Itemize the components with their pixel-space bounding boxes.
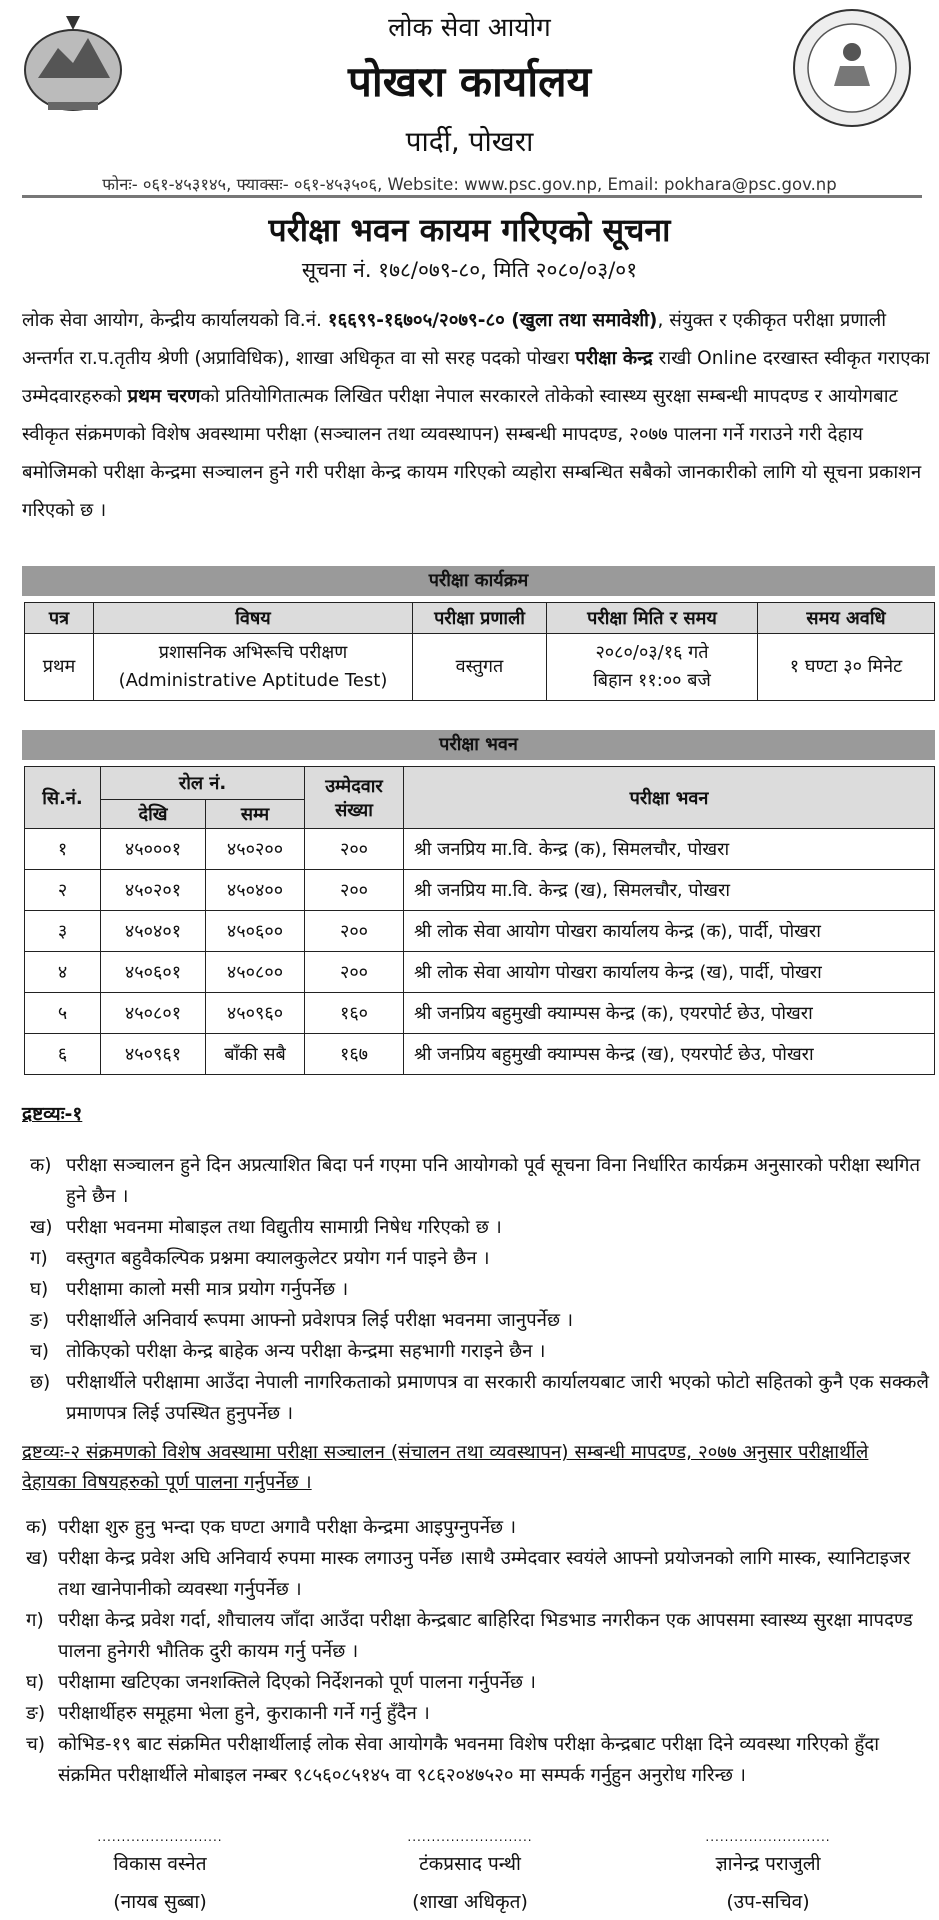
notes1-list xyxy=(22,1150,930,1429)
list-text: परीक्षामा कालो मसी मात्र प्रयोग गर्नुपर्नेछ । xyxy=(66,1279,349,1300)
table-row xyxy=(25,870,935,911)
signature-3: .......................... ज्ञानेन्द्र पराजुली (उप-सचिव) xyxy=(705,1830,831,1913)
list-marker: ग) xyxy=(26,1610,44,1631)
roll-from-cell: ४५०९६१ xyxy=(101,1034,206,1075)
col-datetime: परीक्षा मिति र समय xyxy=(547,603,758,634)
list-text: परीक्षार्थीले परीक्षामा आउँदा नेपाली नागरिकताको प्रमाणपत्र वा सरकारी कार्यालयबाट जारी भएको फोटो सहितको कुनै एक सक्कलै प्रमाणपत्र लिई उपस्थित हुनुपर्नेछ । xyxy=(66,1372,930,1424)
program-table xyxy=(24,602,935,701)
count-cell: १६० xyxy=(305,993,404,1034)
list-item xyxy=(22,1150,930,1212)
list-text: परीक्षा केन्द्र प्रवेश अघि अनिवार्य रुपमा मास्क लगाउनु पर्नेछ ।साथै उम्मेदवार स्वयंले आफ्नो प्रयोजनको लागि मास्क, स्यानिटाइजर तथा खानेपानीको व्यवस्था गर्नुपर्नेछ । xyxy=(58,1548,911,1600)
list-item xyxy=(22,1605,930,1667)
sn-cell: ४ xyxy=(25,952,101,993)
list-marker: छ) xyxy=(30,1372,51,1393)
roll-from-cell: ४५०४०१ xyxy=(101,911,206,952)
duration-cell: १ घण्टा ३० मिनेट xyxy=(758,634,935,701)
table-row xyxy=(25,952,935,993)
col-sn: सि.नं. xyxy=(25,767,101,829)
list-marker: ङ) xyxy=(26,1703,46,1724)
roll-to-cell: ४५०८०० xyxy=(206,952,305,993)
contact-line: फोनः- ०६१-४५३१४५, फ्याक्सः- ०६१-४५३५०६, Website: www.psc.gov.np, Email: pokhara@psc.gov.np xyxy=(102,175,837,194)
office-name: पोखरा कार्यालय xyxy=(348,57,591,106)
list-text: परीक्षा भवनमा मोबाइल तथा विद्युतीय सामाग्री निषेध गरिएको छ । xyxy=(66,1217,502,1238)
signature-1: .......................... विकास वस्नेत (नायब सुब्बा) xyxy=(97,1830,223,1913)
sn-cell: २ xyxy=(25,870,101,911)
table-row xyxy=(25,829,935,870)
count-cell: १६७ xyxy=(305,1034,404,1075)
roll-from-cell: ४५०८०१ xyxy=(101,993,206,1034)
roll-from-cell: ४५०२०१ xyxy=(101,870,206,911)
venue-cell: श्री जनप्रिय बहुमुखी क्याम्पस केन्द्र (क), एयरपोर्ट छेउ, पोखरा xyxy=(404,993,935,1034)
col-from: देखि xyxy=(101,800,206,829)
list-text: कोभिड-१९ बाट संक्रमित परीक्षार्थीलाई लोक सेवा आयोगकै भवनमा विशेष परीक्षा केन्द्रबाट परीक्षा दिने व्यवस्था गरिएको हुँदा संक्रमित परीक्षार्थीले मोबाइल नम्बर ९८५६०८५१४५ वा ९८६२०४७५२० मा सम्पर्क गर्नुहुन अनुरोध गरिन्छ । xyxy=(58,1734,880,1786)
roll-to-cell: ४५०४०० xyxy=(206,870,305,911)
col-roll: रोल नं. xyxy=(101,767,305,800)
col-to: सम्म xyxy=(206,800,305,829)
roll-to-cell: बाँकी सबै xyxy=(206,1034,305,1075)
list-item xyxy=(22,1667,930,1698)
col-system: परीक्षा प्रणाली xyxy=(413,603,547,634)
count-cell: २०० xyxy=(305,911,404,952)
list-marker: ङ) xyxy=(30,1310,50,1331)
venue-cell: श्री जनप्रिय बहुमुखी क्याम्पस केन्द्र (ख), एयरपोर्ट छेउ, पोखरा xyxy=(404,1034,935,1075)
notes2-heading: द्रष्टव्यः-२ संक्रमणको विशेष अवस्थामा परीक्षा सञ्चालन (संचालन तथा व्यवस्थापन) सम्बन्धी मापदण्ड, २०७७ अनुसार परीक्षार्थीले देहायका विषयहरुको पूर्ण पालना गर्नुपर्नेछ । xyxy=(22,1442,869,1493)
list-marker: ख) xyxy=(30,1217,53,1238)
list-item xyxy=(22,1274,930,1305)
list-marker: घ) xyxy=(30,1279,49,1300)
list-marker: ख) xyxy=(26,1548,49,1569)
list-item xyxy=(22,1305,930,1336)
list-marker: च) xyxy=(26,1734,46,1755)
notice-title: परीक्षा भवन कायम गरिएको सूचना xyxy=(268,211,671,249)
list-text: परीक्षा केन्द्र प्रवेश गर्दा, शौचालय जाँदा आउँदा परीक्षा केन्द्रबाट बाहिरिदा भिडभाड नगरीकन एक आपसमा स्वास्थ्य सुरक्षा मापदण्ड पालना हुनेगरी भौतिक दुरी कायम गर्नु पर्नेछ । xyxy=(58,1610,913,1662)
venue-cell: श्री लोक सेवा आयोग पोखरा कार्यालय केन्द्र (क), पार्दी, पोखरा xyxy=(404,911,935,952)
venue-cell: श्री लोक सेवा आयोग पोखरा कार्यालय केन्द्र (ख), पार्दी, पोखरा xyxy=(404,952,935,993)
list-text: परीक्षा सञ्चालन हुने दिन अप्रत्याशित बिदा पर्न गएमा पनि आयोगको पूर्व सूचना विना निर्धारित कार्यक्रम अनुसारको परीक्षा स्थगित हुने छैन । xyxy=(66,1155,921,1207)
list-text: परीक्षार्थीले अनिवार्य रूपमा आफ्नो प्रवेशपत्र लिई परीक्षा भवनमा जानुपर्नेछ । xyxy=(66,1310,573,1331)
list-item xyxy=(22,1367,930,1429)
sn-cell: १ xyxy=(25,829,101,870)
venue-cell: श्री जनप्रिय मा.वि. केन्द्र (क), सिमलचौर, पोखरा xyxy=(404,829,935,870)
office-address: पार्दी, पोखरा xyxy=(405,125,534,158)
col-count: उम्मेदवार संख्या xyxy=(305,767,404,829)
list-text: परीक्षामा खटिएका जनशक्तिले दिएको निर्देशनको पूर्ण पालना गर्नुपर्नेछ । xyxy=(58,1672,536,1693)
list-text: परीक्षा शुरु हुनु भन्दा एक घण्टा अगावै परीक्षा केन्द्रमा आइपुग्नुपर्नेछ । xyxy=(58,1517,517,1538)
roll-to-cell: ४५०६०० xyxy=(206,911,305,952)
notice-number: सूचना नं. १७८/०७९-८०, मिति २०८०/०३/०१ xyxy=(301,258,638,282)
list-marker: क) xyxy=(30,1155,52,1176)
list-item xyxy=(22,1336,930,1367)
list-item xyxy=(22,1698,930,1729)
sn-cell: ३ xyxy=(25,911,101,952)
list-item xyxy=(22,1243,930,1274)
list-item xyxy=(22,1512,930,1543)
halls-table xyxy=(24,766,935,1075)
paper-cell: प्रथम xyxy=(25,634,94,701)
org-name: लोक सेवा आयोग xyxy=(388,13,551,43)
list-text: तोकिएको परीक्षा केन्द्र बाहेक अन्य परीक्षा केन्द्रमा सहभागी गराइने छैन । xyxy=(66,1341,546,1362)
system-cell: वस्तुगत xyxy=(413,634,547,701)
intro-paragraph: लोक सेवा आयोग, केन्द्रीय कार्यालयको वि.नं. १६६९९-१६७०५/२०७९-८० (खुला तथा समावेशी), संयुक्त र एकीकृत परीक्षा प्रणाली अन्तर्गत रा.प.तृतीय श्रेणी (अप्राविधिक), शाखा अधिकृत वा सो सरह पदको पोखरा परीक्षा केन्द्र राखी Online दरखास्त स्वीकृत गराएका उम्मेदवारहरुको प्रथम चरणको प्रतियोगितात्मक लिखित परीक्षा नेपाल सरकारले तोकेको स्वास्थ्य सुरक्षा सम्बन्धी मापदण्ड र आयोगबाट स्वीकृत संक्रमणको विशेष अवस्थामा परीक्षा (सञ्चालन तथा व्यवस्थापन) सम्बन्धी मापदण्ड, २०७७ पालना गर्ने गराउने गरी देहाय बमोजिमको परीक्षा केन्द्रमा सञ्चालन हुने गरी परीक्षा केन्द्र कायम गरिएको व्यहोरा सम्बन्धित सबैको जानकारीको लागि यो सूचना प्रकाशन गरिएको छ । xyxy=(22,310,930,521)
roll-from-cell: ४५०००१ xyxy=(101,829,206,870)
subject-cell: प्रशासनिक अभिरूचि परीक्षण (Administrative Aptitude Test) xyxy=(94,634,413,701)
list-item xyxy=(22,1543,930,1605)
table-row xyxy=(25,911,935,952)
list-item xyxy=(22,1729,930,1791)
list-text: परीक्षार्थीहरु समूहमा भेला हुने, कुराकानी गर्ने गर्नु हुँदैन । xyxy=(58,1703,430,1724)
list-marker: क) xyxy=(26,1517,48,1538)
list-item xyxy=(22,1212,930,1243)
col-duration: समय अवधि xyxy=(758,603,935,634)
datetime-cell: २०८०/०३/१६ गते बिहान ११:०० बजे xyxy=(547,634,758,701)
list-marker: ग) xyxy=(30,1248,48,1269)
notes1-heading: द्रष्टव्यः-१ xyxy=(22,1103,83,1125)
signature-2: .......................... टंकप्रसाद पन्थी (शाखा अधिकृत) xyxy=(407,1830,533,1913)
sn-cell: ५ xyxy=(25,993,101,1034)
program-band: परीक्षा कार्यक्रम xyxy=(22,566,935,596)
list-marker: घ) xyxy=(26,1672,45,1693)
roll-to-cell: ४५०२०० xyxy=(206,829,305,870)
psc-seal-icon xyxy=(790,6,914,130)
col-subject: विषय xyxy=(94,603,413,634)
count-cell: २०० xyxy=(305,952,404,993)
col-paper: पत्र xyxy=(25,603,94,634)
list-text: वस्तुगत बहुवैकल्पिक प्रश्नमा क्यालकुलेटर प्रयोग गर्न पाइने छैन । xyxy=(66,1248,490,1269)
table-row xyxy=(25,993,935,1034)
venue-cell: श्री जनप्रिय मा.वि. केन्द्र (ख), सिमलचौर, पोखरा xyxy=(404,870,935,911)
col-venue: परीक्षा भवन xyxy=(404,767,935,829)
sn-cell: ६ xyxy=(25,1034,101,1075)
roll-from-cell: ४५०६०१ xyxy=(101,952,206,993)
count-cell: २०० xyxy=(305,829,404,870)
header-divider xyxy=(22,195,922,198)
count-cell: २०० xyxy=(305,870,404,911)
list-marker: च) xyxy=(30,1341,50,1362)
halls-band: परीक्षा भवन xyxy=(22,730,935,760)
roll-to-cell: ४५०९६० xyxy=(206,993,305,1034)
table-row xyxy=(25,634,935,701)
notes2-list xyxy=(22,1512,930,1791)
table-row xyxy=(25,1034,935,1075)
letterhead xyxy=(0,0,939,200)
